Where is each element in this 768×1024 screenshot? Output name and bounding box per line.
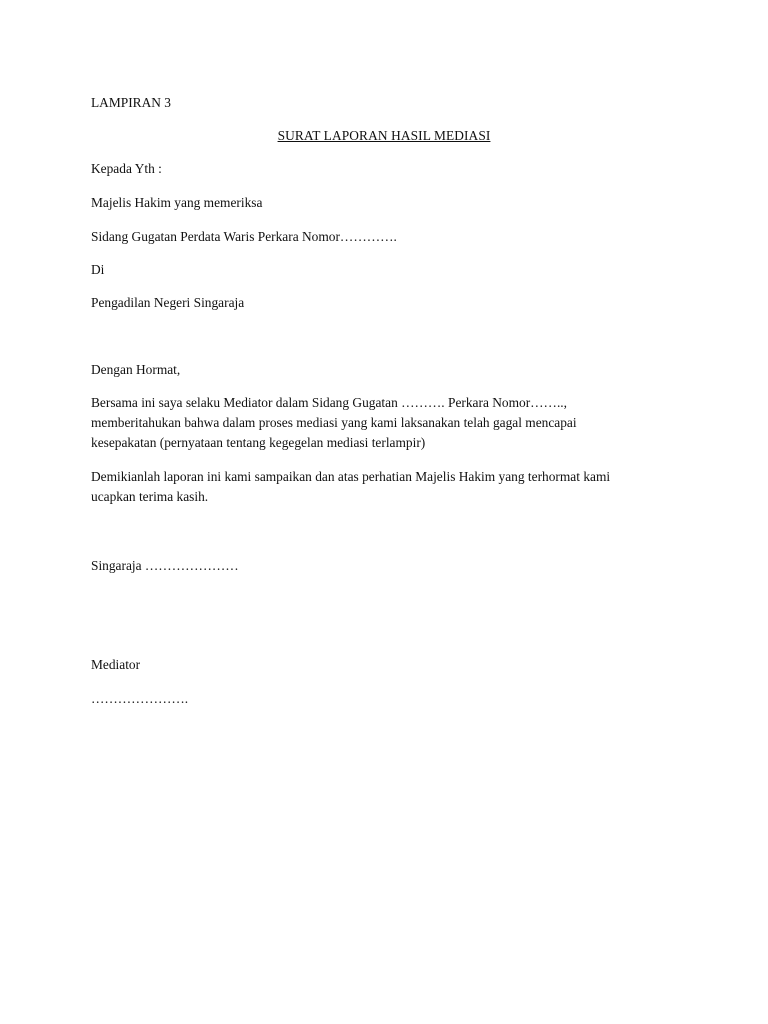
- place-date: Singaraja …………………: [91, 558, 239, 573]
- addressee-line-3: Di: [91, 262, 105, 277]
- body-paragraph-2-line: ucapkan terima kasih.: [91, 489, 209, 504]
- body-paragraph-1: [91, 393, 691, 453]
- addressee-salutation: Kepada Yth :: [91, 161, 162, 176]
- addressee-line-1: Majelis Hakim yang memeriksa: [91, 195, 263, 210]
- addressee-line-2: Sidang Gugatan Perdata Waris Perkara Nomor………….: [91, 229, 397, 244]
- addressee-line-4: Pengadilan Negeri Singaraja: [91, 295, 245, 310]
- greeting: Dengan Hormat,: [91, 362, 181, 377]
- appendix-label: LAMPIRAN 3: [91, 95, 171, 110]
- document-title: SURAT LAPORAN HASIL MEDIASI: [277, 128, 491, 143]
- signer-role: Mediator: [91, 657, 141, 672]
- body-paragraph-1-line: kesepakatan (pernyataan tentang kegegelan mediasi terlampir): [91, 435, 426, 450]
- signer-name-placeholder: ………………….: [91, 691, 189, 706]
- body-paragraph-1-line: memberitahukan bahwa dalam proses mediasi yang kami laksanakan telah gagal mencapai: [91, 415, 577, 430]
- body-paragraph-1-line: Bersama ini saya selaku Mediator dalam Sidang Gugatan ………. Perkara Nomor……..,: [91, 395, 567, 410]
- body-paragraph-2: [91, 467, 691, 507]
- body-paragraph-2-line: Demikianlah laporan ini kami sampaikan dan atas perhatian Majelis Hakim yang terhormat kami: [91, 469, 611, 484]
